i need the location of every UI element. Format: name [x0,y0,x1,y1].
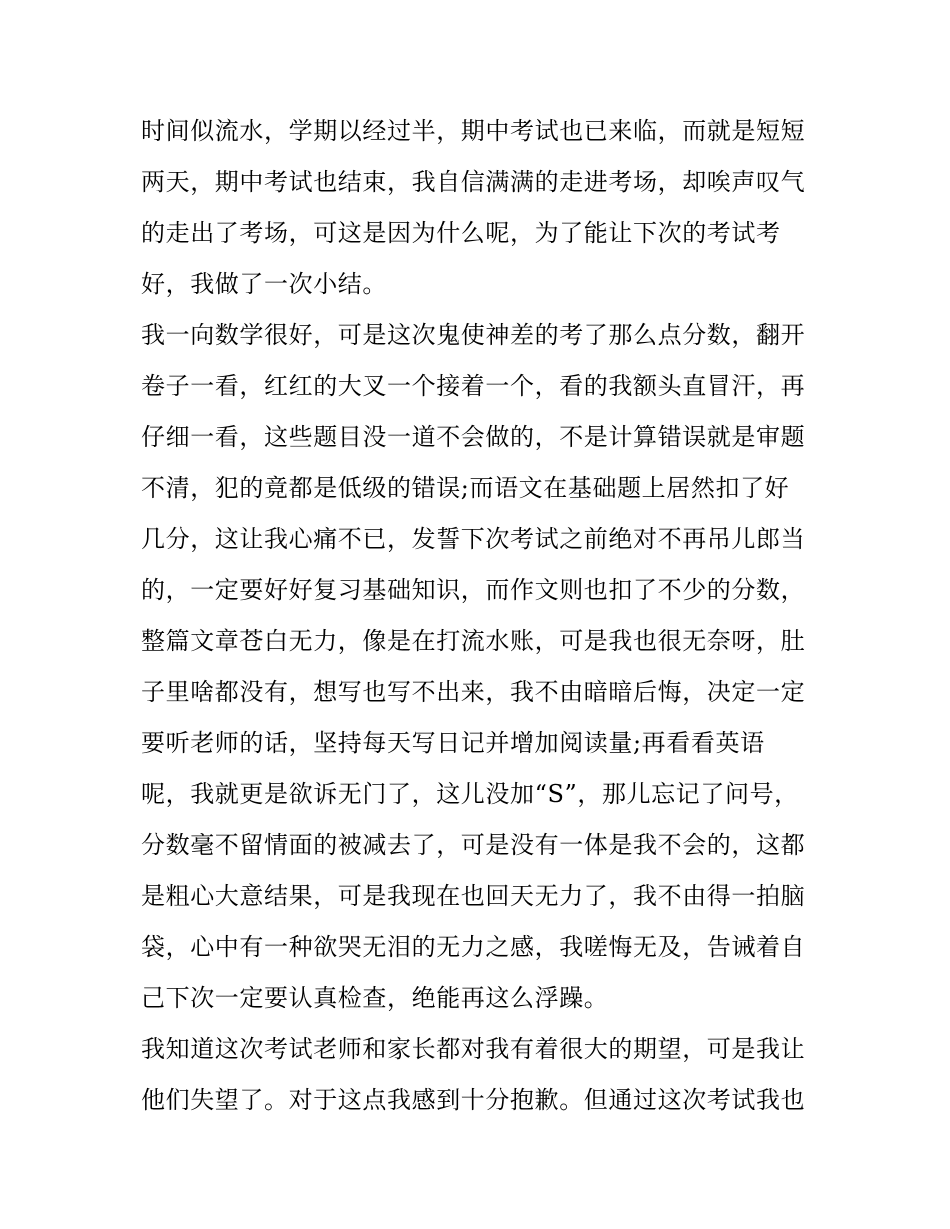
text-line: 我知道这次考试老师和家长都对我有着很大的期望，可是我让 [141,1035,806,1063]
text-line: 的走出了考场，可这是因为什么呢，为了能让下次的考试考 [141,219,781,247]
text-line: 两天，期中考试也结束，我自信满满的走进考场，却唉声叹气 [141,168,806,196]
text-line: 呢，我就更是欲诉无门了，这儿没加“S”，那儿忘记了问号， [141,780,799,808]
text-line: 仔细一看，这些题目没一道不会做的，不是计算错误就是审题 [141,423,806,451]
text-line: 卷子一看，红红的大叉一个接着一个，看的我额头直冒汗，再 [141,372,806,400]
text-line: 他们失望了。对于这点我感到十分抱歉。但通过这次考试我也 [141,1086,806,1114]
text-line: 我一向数学很好，可是这次鬼使神差的考了那么点分数，翻开 [141,321,806,349]
text-line: 己下次一定要认真检查，绝能再这么浮躁。 [141,984,609,1012]
text-line: 时间似流水，学期以经过半，期中考试也已来临，而就是短短 [141,117,806,145]
text-line: 分数毫不留情面的被减去了，可是没有一体是我不会的，这都 [141,831,806,859]
text-line: 整篇文章苍白无力，像是在打流水账，可是我也很无奈呀，肚 [141,627,806,655]
text-line: 的，一定要好好复习基础知识，而作文则也扣了不少的分数， [141,576,806,604]
text-line: 子里啥都没有，想写也写不出来，我不由暗暗后悔，决定一定 [141,678,806,706]
text-line: 要听老师的话，坚持每天写日记并增加阅读量;再看看英语 [141,729,765,757]
text-line: 袋，心中有一种欲哭无泪的无力之感，我嗟悔无及，告诫着自 [141,933,806,961]
text-line: 是粗心大意结果，可是我现在也回天无力了，我不由得一拍脑 [141,882,806,910]
text-line: 不清，犯的竟都是低级的错误;而语文在基础题上居然扣了好 [141,474,790,502]
document-body [141,106,821,1126]
text-line: 好，我做了一次小结。 [141,270,387,298]
text-line: 几分，这让我心痛不已，发誓下次考试之前绝对不再吊儿郎当 [141,525,806,553]
